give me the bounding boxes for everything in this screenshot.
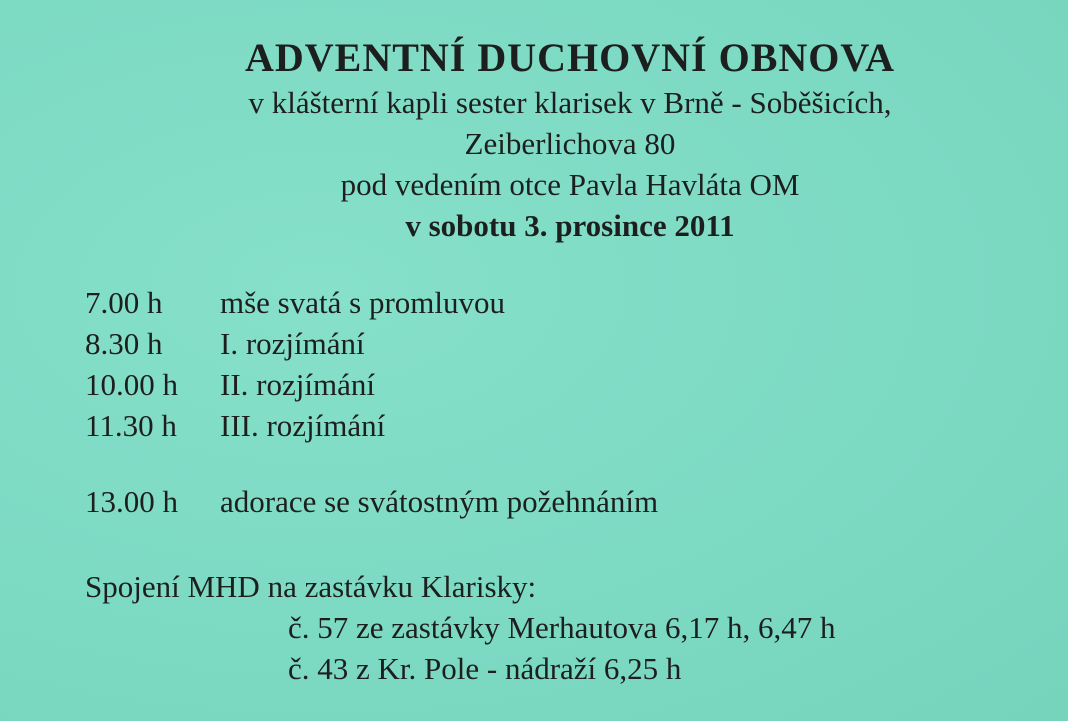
schedule-row [85, 405, 658, 446]
leader-line: pod vedením otce Pavla Havláta OM [340, 167, 800, 202]
schedule-row [85, 323, 658, 364]
schedule-event: III. rozjímání [220, 408, 386, 443]
schedule [85, 282, 658, 522]
transport-route: č. 43 z Kr. Pole - nádraží 6,25 h [288, 651, 682, 686]
schedule-event: II. rozjímání [220, 367, 375, 402]
schedule-time: 8.30 h [85, 326, 163, 361]
header [0, 34, 1068, 246]
transport-section [85, 566, 836, 689]
transport-heading: Spojení MHD na zastávku Klarisky: [85, 569, 537, 604]
address-line: Zeiberlichova 80 [464, 126, 676, 161]
schedule-time: 10.00 h [85, 367, 178, 402]
schedule-time: 7.00 h [85, 285, 163, 320]
schedule-time: 13.00 h [85, 484, 178, 519]
transport-route: č. 57 ze zastávky Merhautova 6,17 h, 6,47 h [288, 610, 836, 645]
page-title: ADVENTNÍ DUCHOVNÍ OBNOVA [245, 35, 895, 80]
schedule-row [85, 481, 658, 522]
schedule-event: adorace se svátostným požehnáním [220, 484, 659, 519]
place-line: v klášterní kapli sester klarisek v Brně - Soběšicích, [248, 85, 892, 120]
date-line: v sobotu 3. prosince 2011 [405, 208, 735, 243]
schedule-event: I. rozjímání [220, 326, 365, 361]
schedule-row [85, 364, 658, 405]
schedule-row [85, 282, 658, 323]
schedule-time: 11.30 h [85, 408, 177, 443]
schedule-event: mše svatá s promluvou [220, 285, 505, 320]
